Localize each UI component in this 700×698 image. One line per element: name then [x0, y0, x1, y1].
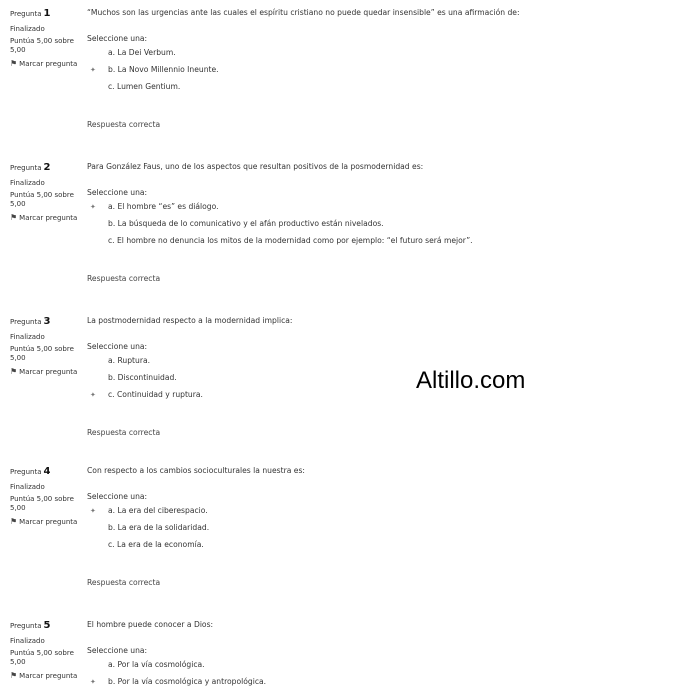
answer-option-text: b. Discontinuidad.	[108, 373, 177, 382]
question-info	[10, 466, 80, 527]
flag-icon: ⚑	[10, 58, 18, 68]
flag-question-label: Marcar pregunta	[19, 213, 78, 222]
selected-answer-mark: ✦	[90, 66, 96, 74]
question-state: Finalizado	[10, 482, 45, 491]
answer-prompt: Seleccione una:	[87, 188, 148, 197]
answer-prompt: Seleccione una:	[87, 34, 148, 43]
answer-option-text: b. La era de la solidaridad.	[108, 523, 210, 532]
answer-prompt: Seleccione una:	[87, 342, 148, 351]
question-label-text: Pregunta	[10, 622, 42, 630]
question-text: El hombre puede conocer a Dios:	[87, 620, 214, 629]
question-info	[10, 316, 80, 377]
watermark: Altillo.com	[416, 367, 526, 394]
answer-option[interactable]	[90, 390, 203, 402]
question-label-text: Pregunta	[10, 164, 42, 172]
answer-option-text: c. Continuidad y ruptura.	[108, 390, 203, 399]
selected-answer-mark: ✦	[90, 391, 96, 399]
question-number: 4	[43, 466, 51, 477]
feedback-text: Respuesta correcta	[87, 428, 161, 437]
answer-option[interactable]	[90, 506, 208, 518]
flag-question-label: Marcar pregunta	[19, 59, 78, 68]
question-marks: Puntúa 5,00 sobre 5,00	[10, 649, 74, 666]
answer-option[interactable]	[90, 202, 219, 214]
question-number: 1	[43, 8, 51, 19]
selected-answer-mark: ✦	[90, 203, 96, 211]
answer-option-text: a. El hombre “es” es diálogo.	[108, 202, 219, 211]
answer-option[interactable]	[90, 219, 384, 231]
answer-prompt: Seleccione una:	[87, 492, 148, 501]
question-text: La postmodernidad respecto a la modernidad implica:	[87, 316, 293, 325]
question-number: 2	[43, 162, 51, 173]
feedback-text: Respuesta correcta	[87, 274, 161, 283]
question-label-text: Pregunta	[10, 468, 42, 476]
question-marks: Puntúa 5,00 sobre 5,00	[10, 37, 74, 54]
answer-option[interactable]	[90, 540, 204, 552]
flag-icon: ⚑	[10, 670, 18, 680]
question-info	[10, 8, 80, 69]
question-label	[10, 466, 80, 479]
answer-option-text: a. Por la vía cosmológica.	[108, 660, 205, 669]
question-text: “Muchos son las urgencias ante las cuales el espíritu cristiano no puede quedar insensible” es una afirmación de:	[87, 8, 520, 17]
answer-option-text: c. La era de la economía.	[108, 540, 204, 549]
question-label-text: Pregunta	[10, 10, 42, 18]
answer-prompt: Seleccione una:	[87, 646, 148, 655]
question-state: Finalizado	[10, 24, 45, 33]
question-info	[10, 162, 80, 223]
answer-option[interactable]	[90, 373, 177, 385]
question-state: Finalizado	[10, 178, 45, 187]
answer-option[interactable]	[90, 65, 219, 77]
answer-option[interactable]	[90, 48, 176, 60]
flag-icon: ⚑	[10, 516, 18, 526]
question-marks: Puntúa 5,00 sobre 5,00	[10, 191, 74, 208]
answer-option[interactable]	[90, 677, 266, 689]
question-label	[10, 8, 80, 21]
answer-option-text: b. La búsqueda de lo comunicativo y el afán productivo están nivelados.	[108, 219, 384, 228]
question-label	[10, 162, 80, 175]
question-label	[10, 316, 80, 329]
flag-question-button[interactable]	[10, 214, 80, 223]
flag-icon: ⚑	[10, 366, 18, 376]
feedback-text: Respuesta correcta	[87, 120, 161, 129]
answer-option-text: c. El hombre no denuncia los mitos de la modernidad como por ejemplo: “el futuro será mejor”.	[108, 236, 473, 245]
question-number: 5	[43, 620, 51, 631]
selected-answer-mark: ✦	[90, 678, 96, 686]
answer-option-text: a. La Dei Verbum.	[108, 48, 176, 57]
question-text: Para González Faus, uno de los aspectos que resultan positivos de la posmodernidad es:	[87, 162, 424, 171]
answer-option[interactable]	[90, 236, 473, 248]
answer-option[interactable]	[90, 523, 209, 535]
question-state: Finalizado	[10, 636, 45, 645]
question-marks: Puntúa 5,00 sobre 5,00	[10, 345, 74, 362]
flag-question-button[interactable]	[10, 518, 80, 527]
flag-question-label: Marcar pregunta	[19, 517, 78, 526]
question-info	[10, 620, 80, 681]
question-text: Con respecto a los cambios socioculturales la nuestra es:	[87, 466, 305, 475]
question-state: Finalizado	[10, 332, 45, 341]
answer-option-text: b. Por la vía cosmológica y antropológica.	[108, 677, 267, 686]
answer-option[interactable]	[90, 82, 180, 94]
question-marks: Puntúa 5,00 sobre 5,00	[10, 495, 74, 512]
answer-option-text: c. Lumen Gentium.	[108, 82, 181, 91]
flag-question-button[interactable]	[10, 672, 80, 681]
flag-icon: ⚑	[10, 212, 18, 222]
flag-question-label: Marcar pregunta	[19, 367, 78, 376]
answer-option-text: a. La era del ciberespacio.	[108, 506, 208, 515]
question-number: 3	[43, 316, 51, 327]
answer-option-text: a. Ruptura.	[108, 356, 151, 365]
answer-option[interactable]	[90, 356, 150, 368]
flag-question-label: Marcar pregunta	[19, 671, 78, 680]
flag-question-button[interactable]	[10, 368, 80, 377]
selected-answer-mark: ✦	[90, 507, 96, 515]
answer-option[interactable]	[90, 660, 205, 672]
answer-option-text: b. La Novo Millennio Ineunte.	[108, 65, 219, 74]
flag-question-button[interactable]	[10, 60, 80, 69]
question-label	[10, 620, 80, 633]
question-label-text: Pregunta	[10, 318, 42, 326]
feedback-text: Respuesta correcta	[87, 578, 161, 587]
